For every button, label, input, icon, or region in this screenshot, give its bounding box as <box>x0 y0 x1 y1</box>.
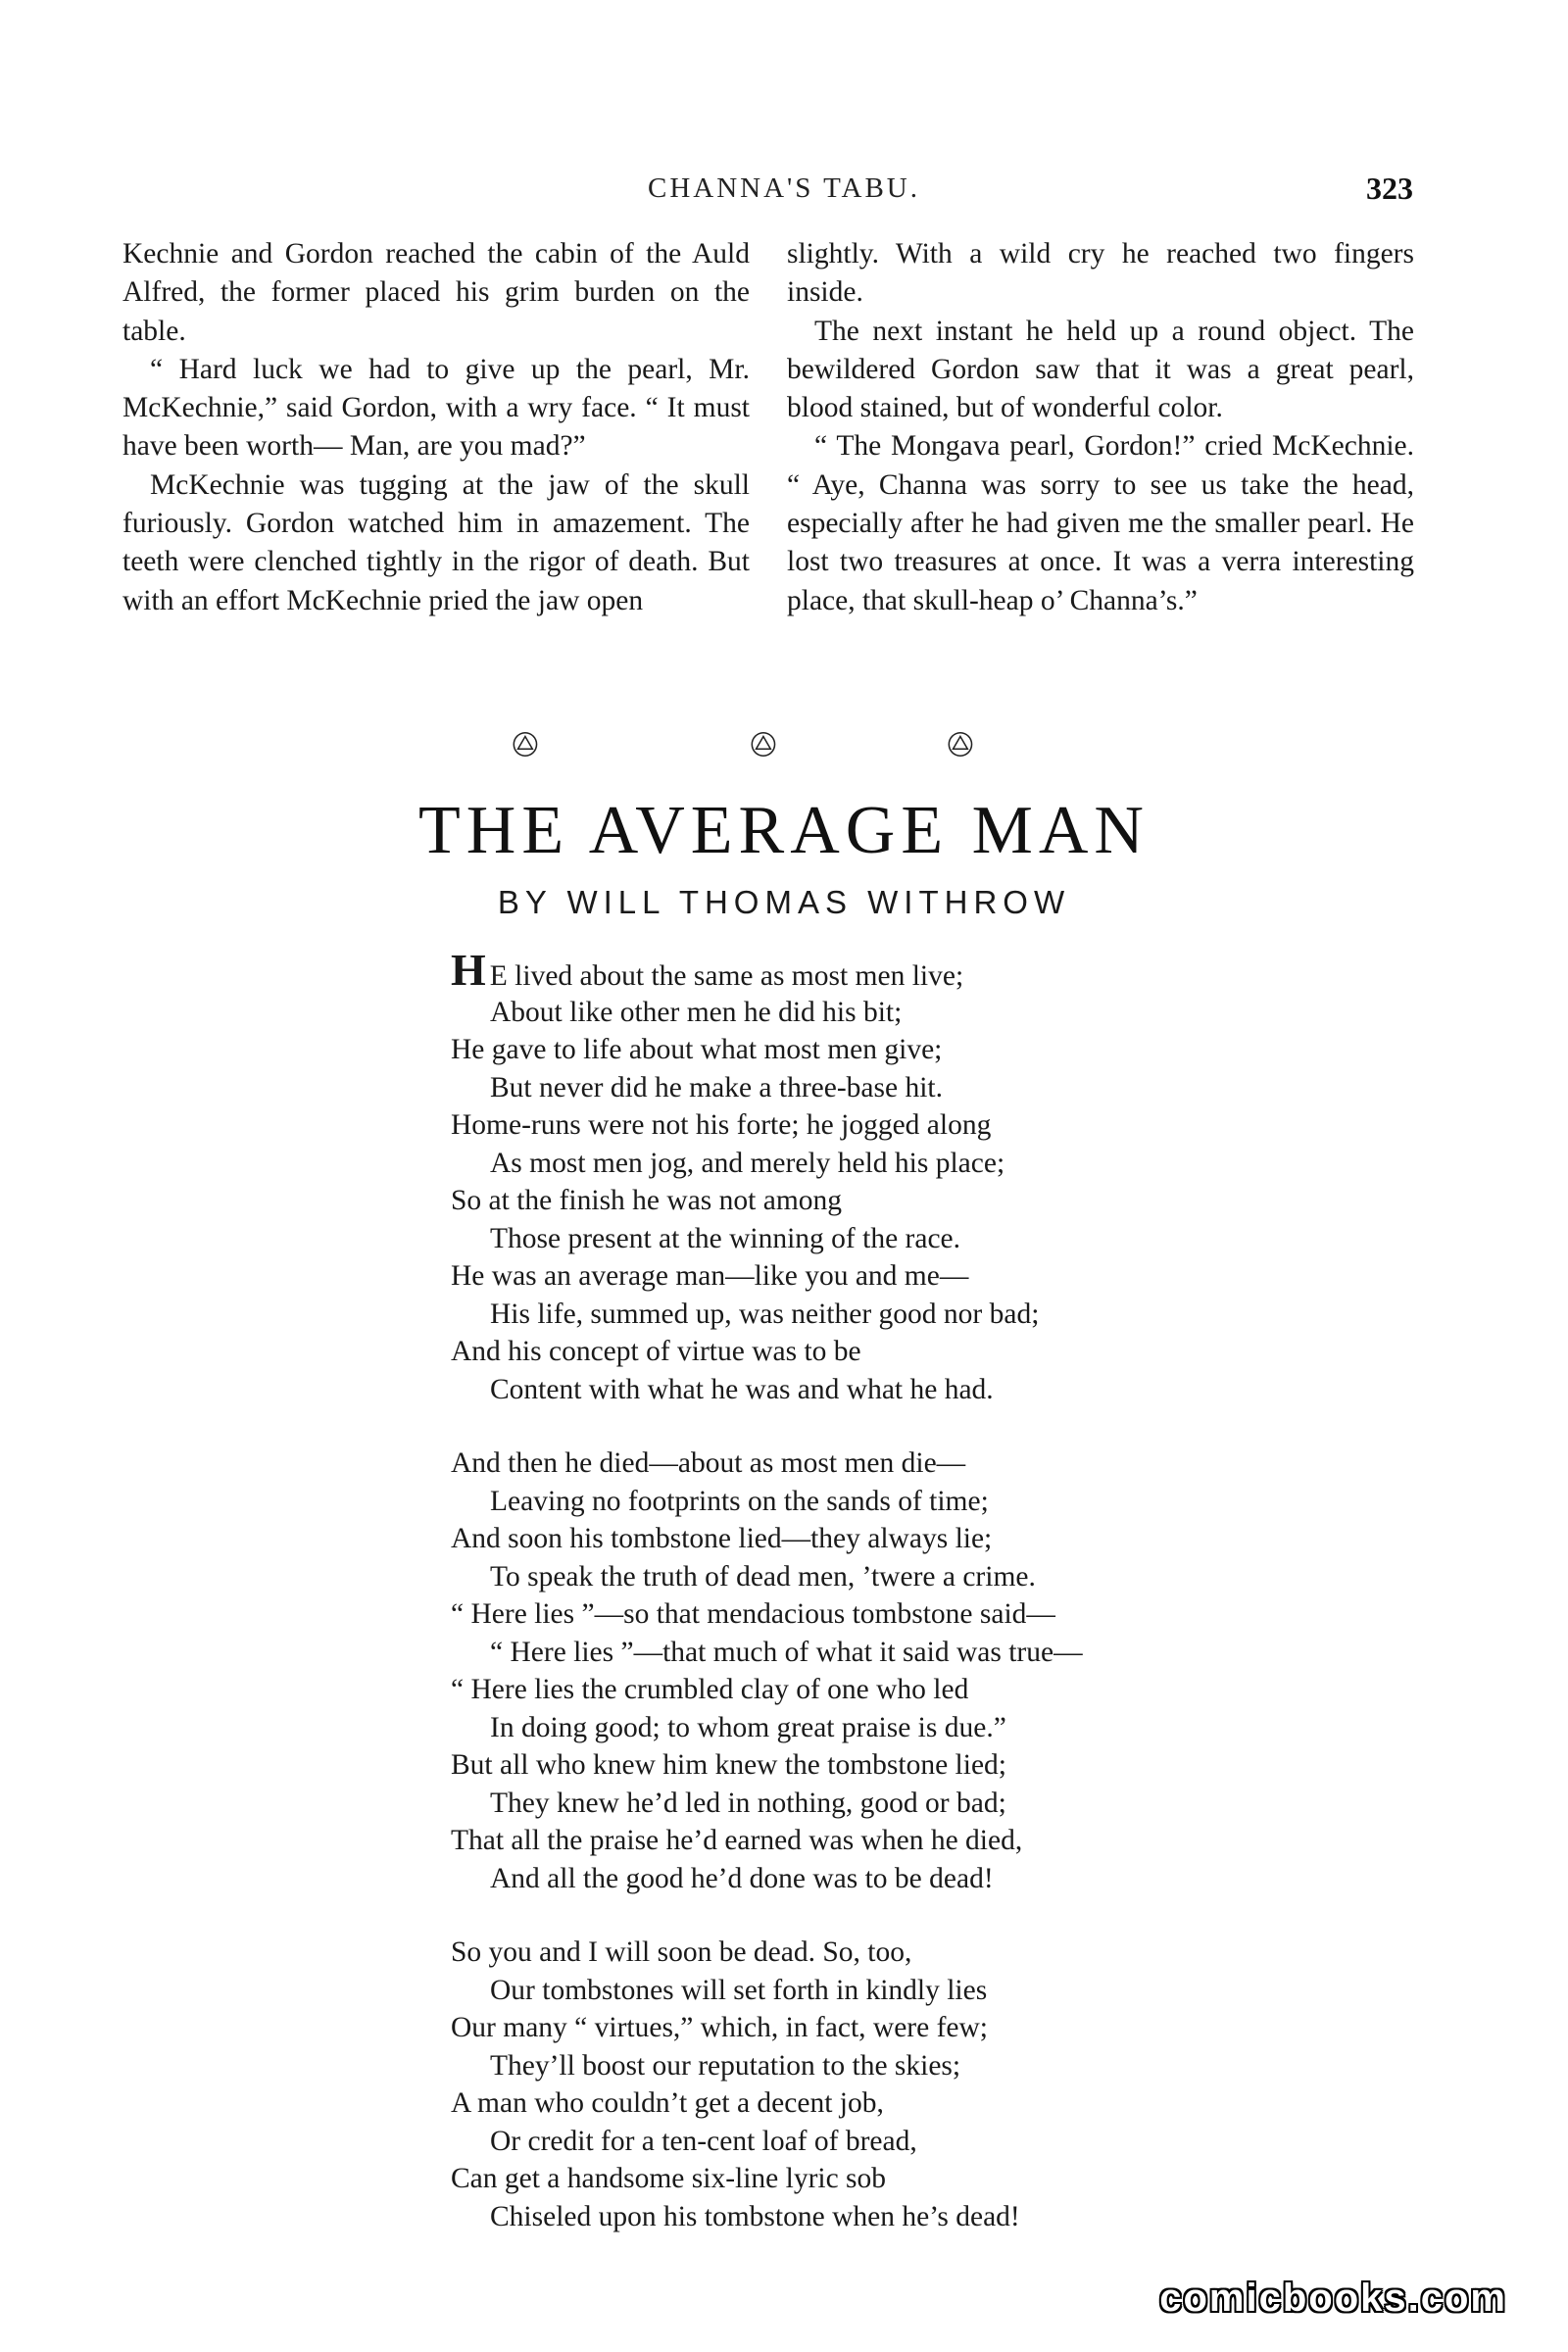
poem-line: Or credit for a ten-cent loaf of bread, <box>490 2125 917 2157</box>
paragraph: McKechnie was tugging at the jaw of the skull furiously. Gordon watched him in amazement. The teeth were clenched tightly in the rigor of death. But with an effort McKechnie pried the jaw open <box>122 468 750 616</box>
poem-line: He gave to life about what most men give; <box>451 1034 943 1065</box>
poem-line: Can get a handsome six-line lyric sob <box>451 2163 887 2194</box>
poem-line: Chiseled upon his tombstone when he’s dead! <box>490 2200 1020 2232</box>
paragraph: “ Hard luck we had to give up the pearl, Mr. McKechnie,” said Gordon, with a wry face. “ It must have been worth— Man, are you mad?” <box>122 353 750 463</box>
poem-line: Our tombstones will set forth in kindly lies <box>490 1974 988 2006</box>
paragraph: “ The Mongava pearl, Gordon!” cried McKechnie. “ Aye, Channa was sorry to see us take the head, especially after he had given me the smaller pearl. He lost two treasures at once. It was a verra interesting place, that skull-heap o’ Channa’s.” <box>787 430 1414 616</box>
poem-line: As most men jog, and merely held his place; <box>490 1147 1005 1179</box>
poem-line: They knew he’d led in nothing, good or bad; <box>490 1787 1006 1819</box>
poem-line: Those present at the winning of the race. <box>490 1222 961 1254</box>
poem-stanza <box>451 945 1333 1408</box>
poem-line: And his concept of virtue was to be <box>451 1336 861 1367</box>
poem-line: Content with what he was and what he had. <box>490 1373 994 1405</box>
paragraph: The next instant he held up a round object. The bewildered Gordon saw that it was a great pearl, blood stained, but of wonderful color. <box>787 315 1414 424</box>
ornament-icon: 🟕 <box>512 728 539 762</box>
poem-line: “ Here lies ”—that much of what it said was true— <box>490 1636 1083 1668</box>
poem-line: Home-runs were not his forte; he jogged along <box>451 1109 992 1141</box>
poem-line: That all the praise he’d earned was when he died, <box>451 1825 1023 1856</box>
poem <box>451 945 1333 2272</box>
drop-cap: H <box>451 945 486 995</box>
poem-line: And all the good he’d done was to be dead! <box>490 1862 994 1894</box>
byline: BY WILL THOMAS WITHROW <box>497 884 1071 920</box>
poem-line <box>451 945 1333 995</box>
poem-stanza <box>451 1934 1333 2235</box>
poem-line: And soon his tombstone lied—they always lie; <box>451 1523 993 1554</box>
right-column <box>787 235 1414 620</box>
running-header <box>0 172 1568 212</box>
poem-line: So at the finish he was not among <box>451 1185 843 1216</box>
poem-line: So you and I will soon be dead. So, too, <box>451 1936 912 1968</box>
poem-stanza <box>451 1445 1333 1897</box>
poem-line: To speak the truth of dead men, ’twere a crime. <box>490 1560 1036 1592</box>
watermark: comicbooks.com <box>1159 2277 1507 2320</box>
poem-line: Our many “ virtues,” which, in fact, were few; <box>451 2012 988 2043</box>
ornament-icon: 🟕 <box>947 728 974 762</box>
paragraph: slightly. With a wild cry he reached two fingers inside. <box>787 238 1414 309</box>
poem-line: He was an average man—like you and me— <box>451 1260 969 1292</box>
poem-line: Leaving no footprints on the sands of time; <box>490 1485 989 1517</box>
paragraph: Kechnie and Gordon reached the cabin of the Auld Alfred, the former placed his grim burden on the table. <box>122 238 750 347</box>
poem-line: In doing good; to whom great praise is due.” <box>490 1711 1006 1743</box>
poem-line: And then he died—about as most men die— <box>451 1447 966 1479</box>
poem-line: But never did he make a three-base hit. <box>490 1071 943 1103</box>
ornament-icon: 🟕 <box>750 728 777 762</box>
article-title: THE AVERAGE MAN <box>418 793 1150 868</box>
poem-line: “ Here lies the crumbled clay of one who led <box>451 1674 969 1705</box>
poem-line: His life, summed up, was neither good nor bad; <box>490 1298 1040 1330</box>
page-number: 323 <box>1366 171 1413 206</box>
poem-line: A man who couldn’t get a decent job, <box>451 2087 884 2119</box>
left-column <box>122 235 750 620</box>
story-columns <box>122 235 1414 696</box>
poem-line: “ Here lies ”—so that mendacious tombstone said— <box>451 1598 1055 1630</box>
poem-line: About like other men he did his bit; <box>490 996 903 1028</box>
poem-line-text: E lived about the same as most men live; <box>489 960 964 992</box>
running-title: CHANNA'S TABU. <box>647 172 920 204</box>
section-divider <box>0 723 1568 762</box>
poem-line: They’ll boost our reputation to the skies; <box>490 2049 961 2082</box>
poem-line: But all who knew him knew the tombstone lied; <box>451 1749 1006 1781</box>
